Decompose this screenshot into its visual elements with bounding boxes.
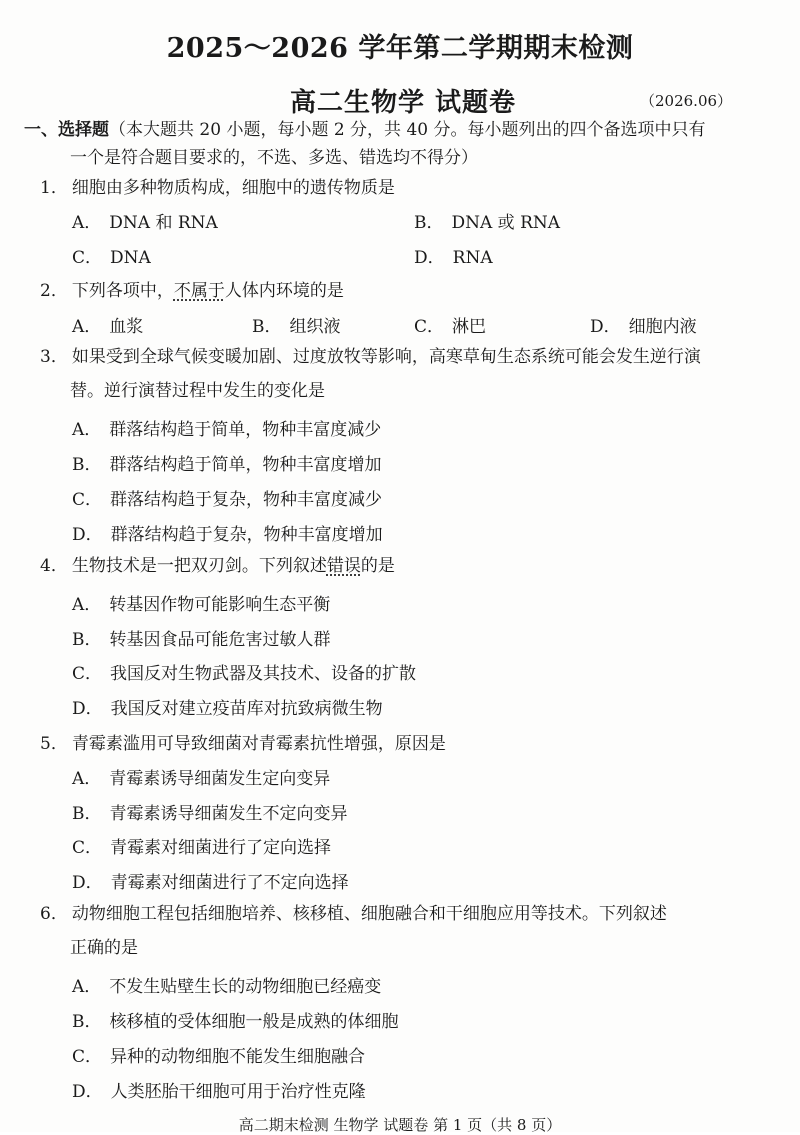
option-letter: D． xyxy=(72,699,103,719)
question-6-option-b xyxy=(72,1007,399,1032)
option-letter: B． xyxy=(414,213,444,233)
question-4-option-c xyxy=(72,659,416,684)
question-4-option-b xyxy=(72,625,331,650)
option-text: DNA 或 RNA xyxy=(451,213,561,233)
option-letter: B． xyxy=(72,1012,102,1032)
option-letter: B． xyxy=(252,317,282,337)
option-text: 青霉素对细菌进行了不定向选择 xyxy=(110,873,349,893)
question-6-option-c xyxy=(72,1042,365,1067)
option-text: 青霉素对细菌进行了定向选择 xyxy=(110,838,332,858)
option-text: 组织液 xyxy=(289,317,341,337)
question-5-option-a xyxy=(72,764,330,789)
question-1-option-c xyxy=(72,243,151,268)
question-1-option-a xyxy=(72,208,218,233)
emphasis-text: 错误 xyxy=(326,556,361,576)
question-line-1: 如果受到全球气候变暖加剧、过度放牧等影响，高寒草甸生态系统可能会发生逆行演 xyxy=(71,347,701,367)
option-letter: C． xyxy=(72,1047,103,1067)
option-text: 群落结构趋于复杂，物种丰富度增加 xyxy=(110,525,383,545)
option-text: DNA xyxy=(110,248,151,268)
question-4-option-a xyxy=(72,590,330,615)
question-3-stem xyxy=(40,340,760,408)
option-letter: D． xyxy=(72,1082,103,1102)
option-text: 群落结构趋于简单，物种丰富度减少 xyxy=(109,420,382,440)
question-4-stem xyxy=(40,551,395,576)
emphasis-text: 不属于 xyxy=(173,281,225,301)
option-letter: C． xyxy=(414,317,445,337)
question-5-option-b xyxy=(72,799,348,824)
question-number: 1． xyxy=(40,178,68,198)
question-text: 细胞由多种物质构成，细胞中的遗传物质是 xyxy=(71,178,395,198)
option-letter: B． xyxy=(72,804,102,824)
question-2-stem xyxy=(40,276,344,301)
page-footer: 高二期末检测 生物学 试题卷 第 1 页（共 8 页） xyxy=(238,1116,562,1134)
question-text-pre: 生物技术是一把双刃剑。下列叙述 xyxy=(71,556,327,576)
option-letter: A． xyxy=(72,769,102,789)
option-text: 群落结构趋于简单，物种丰富度增加 xyxy=(109,455,382,475)
exam-subtitle: 高二生物学 试题卷 xyxy=(290,88,517,118)
exam-title: 2025～2026 学年第二学期期末检测 xyxy=(166,33,634,64)
option-letter: D． xyxy=(72,525,103,545)
option-text: 不发生贴壁生长的动物细胞已经癌变 xyxy=(109,977,382,997)
question-text: 青霉素滥用可导致细菌对青霉素抗性增强，原因是 xyxy=(71,734,446,754)
question-line-2: 替。逆行演替过程中发生的变化是 xyxy=(70,381,325,401)
option-letter: A． xyxy=(72,977,102,997)
option-text: 异种的动物细胞不能发生细胞融合 xyxy=(110,1047,366,1067)
question-2-option-b xyxy=(252,312,341,337)
option-letter: A． xyxy=(72,595,102,615)
option-text: 核移植的受体细胞一般是成熟的体细胞 xyxy=(109,1012,399,1032)
question-6-option-d xyxy=(72,1077,366,1102)
question-number: 6． xyxy=(40,904,68,924)
question-line-1: 动物细胞工程包括细胞培养、核移植、细胞融合和干细胞应用等技术。下列叙述 xyxy=(71,904,667,924)
option-text: 青霉素诱导细菌发生不定向变异 xyxy=(109,804,348,824)
option-letter: D． xyxy=(590,317,621,337)
question-text-pre: 下列各项中， xyxy=(71,281,174,301)
question-1-stem xyxy=(40,173,395,198)
section-label: 一、选择题 xyxy=(24,120,109,140)
option-letter: C． xyxy=(72,248,103,268)
question-1-option-b xyxy=(414,208,560,233)
question-6-stem xyxy=(40,897,760,965)
section-instructions xyxy=(24,116,764,172)
option-text: RNA xyxy=(452,248,493,268)
question-5-option-c xyxy=(72,833,331,858)
question-2-option-a xyxy=(72,312,143,337)
option-letter: D． xyxy=(414,248,445,268)
question-2-option-c xyxy=(414,312,486,337)
option-letter: D． xyxy=(72,873,103,893)
question-6-option-a xyxy=(72,972,381,997)
question-5-stem xyxy=(40,729,446,754)
question-text-post: 人体内环境的是 xyxy=(224,281,344,301)
option-text: 血浆 xyxy=(109,317,144,337)
option-text: DNA 和 RNA xyxy=(109,213,218,233)
option-letter: B． xyxy=(72,455,102,475)
question-number: 3． xyxy=(40,347,68,367)
question-2-option-d xyxy=(590,312,697,337)
option-letter: C． xyxy=(72,664,103,684)
option-text: 转基因食品可能危害过敏人群 xyxy=(109,630,331,650)
question-text-post: 的是 xyxy=(360,556,395,576)
option-letter: A． xyxy=(72,420,102,440)
question-3-option-d xyxy=(72,520,383,545)
option-text: 我国反对生物武器及其技术、设备的扩散 xyxy=(110,664,417,684)
question-1-option-d xyxy=(414,243,493,268)
section-line-2: 一个是符合题目要求的，不选、多选、错选均不得分） xyxy=(70,148,478,168)
option-text: 细胞内液 xyxy=(628,317,697,337)
option-letter: A． xyxy=(72,213,102,233)
question-3-option-c xyxy=(72,485,382,510)
question-4-option-d xyxy=(72,694,383,719)
option-text: 淋巴 xyxy=(452,317,487,337)
question-number: 2． xyxy=(40,281,68,301)
question-5-option-d xyxy=(72,868,349,893)
option-letter: C． xyxy=(72,490,103,510)
option-text: 转基因作物可能影响生态平衡 xyxy=(109,595,331,615)
question-number: 4． xyxy=(40,556,68,576)
option-text: 我国反对建立疫苗库对抗致病微生物 xyxy=(110,699,383,719)
section-line-1: （本大题共 20 小题，每小题 2 分，共 40 分。每小题列出的四个备选项中只有 xyxy=(109,120,706,140)
question-line-2: 正确的是 xyxy=(70,938,138,958)
question-3-option-b xyxy=(72,450,382,475)
option-letter: B． xyxy=(72,630,102,650)
option-text: 人类胚胎干细胞可用于治疗性克隆 xyxy=(110,1082,366,1102)
question-3-option-a xyxy=(72,415,381,440)
question-number: 5． xyxy=(40,734,68,754)
option-text: 群落结构趋于复杂，物种丰富度减少 xyxy=(110,490,383,510)
option-text: 青霉素诱导细菌发生定向变异 xyxy=(109,769,331,789)
exam-date: （2026.06） xyxy=(640,92,733,110)
option-letter: C． xyxy=(72,838,103,858)
option-letter: A． xyxy=(72,317,102,337)
